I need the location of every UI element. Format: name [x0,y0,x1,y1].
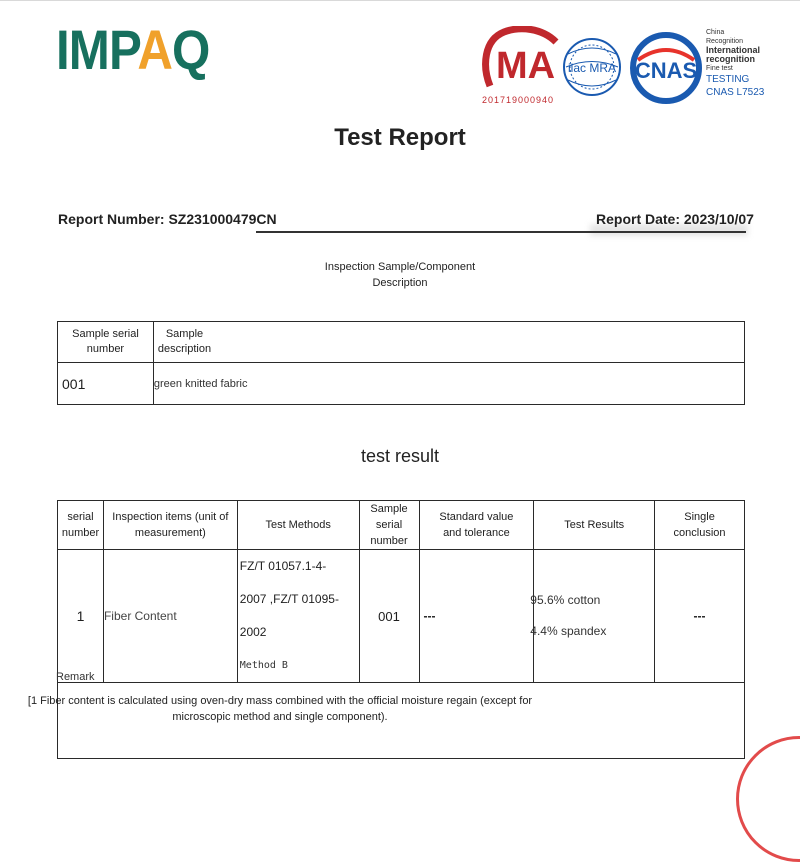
red-seal-stamp [736,736,800,862]
ilac-mra-logo [560,24,624,110]
result-sample-serial-cell: 001 [359,550,419,683]
cnas-line-2: Recognition [706,38,743,45]
header-serial-number [58,501,104,550]
method-line-1: FZ/T 01057.1-4- [239,559,327,573]
impaq-logo: IMPAQ [56,18,210,81]
method-line-3: Method B [239,660,288,671]
inspection-heading-line1: Inspection Sample/Component [324,261,476,273]
sample-table-header [58,322,745,363]
report-number: Report Number: SZ231000479CN [58,211,277,227]
header-test-methods-text: Test Methods [265,519,331,531]
header-sample-description [153,322,744,363]
header-inspection-items [103,501,237,550]
cma-mark-text: MA [496,45,556,87]
header-inspection-items-text: Inspection items (unit of measurement) [112,511,229,539]
header-sample-serial-number-text: Sample serial number [370,503,408,547]
header-sample-serial-text: Sample serial number [72,328,139,355]
header-test-results-text: Test Results [564,519,625,531]
remark-label: Remark [56,671,95,683]
cnas-line-4: recognition [706,54,755,64]
ilac-mark-text: ilac MRA [567,61,617,75]
header-test-results [534,501,655,550]
result-conclusion-cell: --- [655,550,745,683]
remark-text: [1 Fiber content is calculated using oven-dry mass combined with the official moisture regain (except for microscopic method and single component). [27,695,533,723]
table-row [58,363,745,405]
result-line-1: 95.6% cotton [530,593,601,607]
header-serial-number-text: serial number [61,511,100,539]
report-underline [256,231,746,233]
header-sample-description-text: Sample description [157,328,212,355]
header-sample-serial [58,322,154,363]
cnas-logo [630,30,702,106]
cma-logo [480,26,562,94]
cnas-line-5: Fine test [706,65,733,72]
sample-serial-cell: 001 [58,363,154,405]
header-sample-serial-number [359,501,419,550]
cnas-mark-text: CNAS [634,58,698,83]
header-single-conclusion [655,501,745,550]
sample-table [57,321,745,405]
header-standard-value-text: Standard value and tolerance [439,511,514,539]
inspection-heading-line2: Description [372,277,428,289]
method-line-2: 2007 ,FZ/T 01095-2002 [239,592,339,639]
result-line-2: 4.4% spandex [530,624,607,638]
report-date: Report Date: 2023/10/07 [596,211,754,227]
results-header-row [58,501,745,550]
result-serial-cell: 1 [58,550,104,683]
result-standard-cell: --- [419,550,534,683]
header-test-methods [237,501,359,550]
report-title: Test Report [334,124,466,151]
result-item-cell: Fiber Content [103,550,237,683]
cnas-line-3: International [706,45,761,55]
cnas-line-7: CNAS L7523 [706,87,765,98]
cnas-line-1: China [706,29,725,36]
cnas-line-6: TESTING [706,74,750,85]
cma-number: 201719000940 [482,95,555,105]
inspection-heading [300,259,500,291]
header-single-conclusion-text: Single conclusion [673,511,726,539]
cnas-accreditation-text [706,28,776,99]
table-row [58,550,745,683]
result-values-cell [530,550,655,683]
top-border [0,0,800,1]
header-standard-value [419,501,534,550]
result-method-cell [237,550,359,683]
sample-description-cell: green knitted fabric [153,363,744,405]
test-result-heading: test result [360,446,440,466]
